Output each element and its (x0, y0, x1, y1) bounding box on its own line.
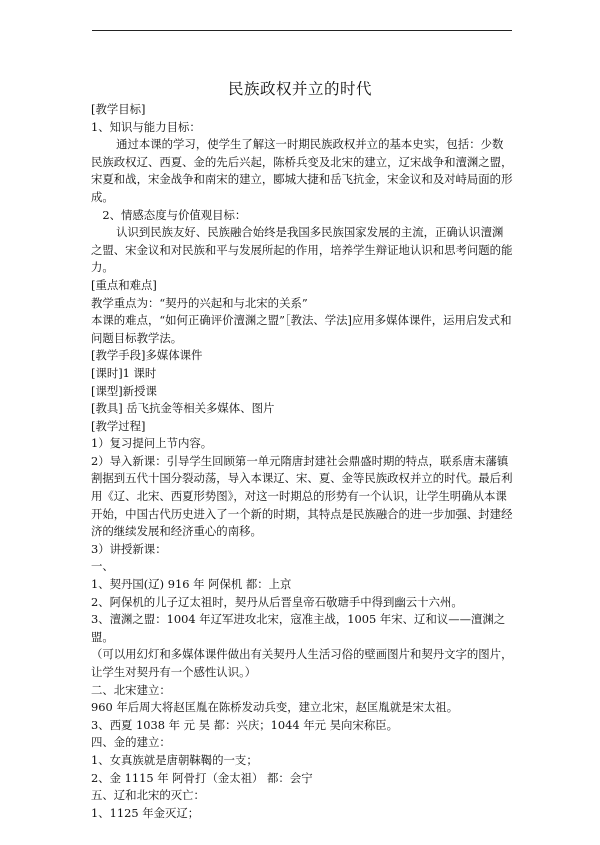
paragraph: 960 年后周大将赵匡胤在陈桥发动兵变，建立北宋，赵匡胤就是宋太祖。 (91, 700, 459, 715)
paragraph: 1、女真族就是唐朝靺鞨的一支； (91, 752, 258, 767)
paragraph: 2、金 1115 年 阿骨打（金太祖） 都：会宁 (91, 770, 313, 785)
paragraph: [教具] 岳飞抗金等相关多媒体、图片 (91, 401, 275, 416)
paragraph: [教学手段]多媒体课件 (91, 348, 203, 363)
paragraph: [课型]新授课 (91, 383, 157, 398)
paragraph: 1、知识与能力目标： (91, 119, 201, 134)
paragraph: 3、西夏 1038 年 元 昊 都：兴庆；1044 年元 昊向宋称臣。 (91, 717, 398, 732)
document-body (91, 101, 513, 822)
paragraph: 通过本课的学习，使学生了解这一时期民族政权并立的基本史实，包括：少数民族政权辽、西夏、金的先后兴起，陈桥兵变及北宋的建立，辽宋战争和澶渊之盟，宋夏和战，宋金战争和南宋的建立，郾城大捷和岳飞抗金，宋金议和及对峙局面的形成。 (91, 137, 513, 204)
paragraph: [课时]1 课时 (91, 365, 157, 380)
paragraph: 3）讲授新课： (91, 541, 167, 556)
paragraph: 一、 (91, 559, 114, 574)
paragraph: 1、1125 年金灭辽； (91, 805, 200, 820)
paragraph: 二、北宋建立： (91, 682, 171, 697)
paragraph: [重点和难点] (91, 277, 157, 292)
paragraph: [教学过程] (91, 418, 146, 433)
paragraph: 2）导入新课：引导学生回顾第一单元隋唐封建社会鼎盛时期的特点，联系唐末藩镇割据到五代十国分裂动荡，导入本课辽、宋、夏、金等民族政权并立的时代。最后利用《辽、北宋、西夏形势图》，对这一时期总的形势有一个认识，让学生明确从本课开始，中国古代历史进入了一个新的时期，其特点是民族融合的进一步加强、封建经济的继续发展和经济重心的南移。 (91, 453, 513, 539)
paragraph: 2、情感态度与价值观目标： (102, 207, 247, 222)
paragraph: 3、澶渊之盟：1004 年辽军进攻北宋，寇准主战，1005 年宋、辽和议——澶渊之盟。 (91, 612, 506, 644)
paragraph: [教学目标] (91, 102, 146, 116)
paragraph: 1、契丹国(辽) 916 年 阿保机 都：上京 (91, 577, 292, 592)
paragraph: 教学重点为：“契丹的兴起和与北宋的关系” (91, 295, 308, 310)
header-rule (92, 30, 512, 31)
paragraph: 四、金的建立： (91, 735, 171, 750)
paragraph: 五、辽和北宋的灭亡： (91, 788, 205, 803)
paragraph: 1）复习提问上节内容。 (91, 436, 213, 451)
document-title: 民族政权并立的时代 (227, 80, 372, 98)
paragraph: 认识到民族友好、民族融合始终是我国多民族国家发展的主流，正确认识澶渊之盟、宋金议和对民族和平与发展所起的作用，培养学生辩证地认识和思考问题的能力。 (91, 225, 513, 275)
paragraph: 本课的难点，“如何正确评价澶渊之盟”［教法、学法]应用多媒体课件，运用启发式和问题目标教学法。 (91, 313, 512, 345)
paragraph: 2、阿保机的儿子辽太祖时，契丹从后晋皇帝石敬瑭手中得到幽云十六州。 (91, 594, 463, 609)
paragraph: （可以用幻灯和多媒体课件做出有关契丹人生活习俗的壁画图片和契丹文字的图片，让学生对契丹有一个感性认识。） (91, 647, 513, 679)
